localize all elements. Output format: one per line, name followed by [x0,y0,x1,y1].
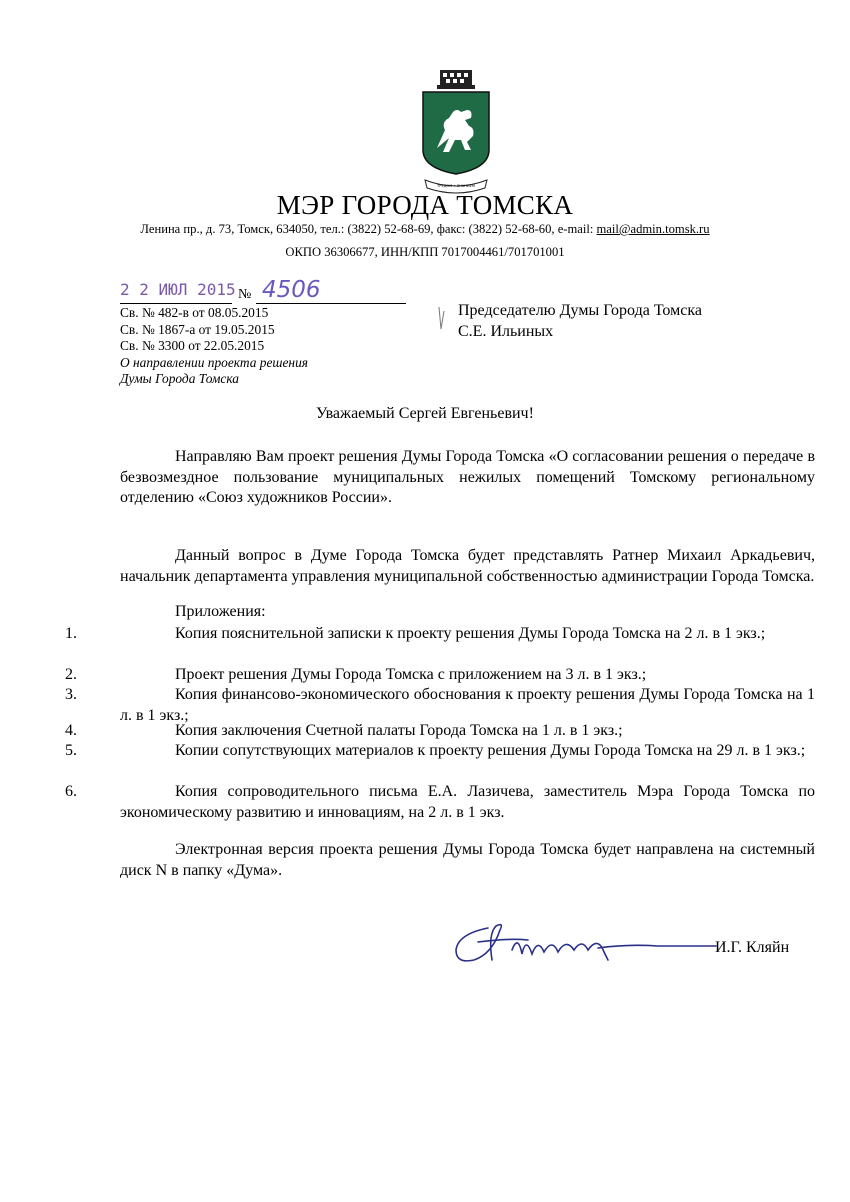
subject-line: Думы Города Томска [120,371,240,386]
recipient-line: С.Е. Ильиных [458,323,554,340]
attachment-text: Копия сопроводительного письма Е.А. Лазичева, заместитель Мэра Города Томска по экономическому развитию и инновациям, на 2 л. в 1 экз. [120,783,815,821]
reference-item: Св. № 482-в от 08.05.2015 [120,305,269,320]
emblem-motto: ТРУДОМ • ЗНАНИЕМ [437,184,475,188]
reference-item: Св. № 1867-а от 19.05.2015 [120,321,275,337]
attachment-item [65,624,815,645]
attachment-number: 2. [65,666,77,683]
check-mark-icon [438,305,446,331]
signatory-name: И.Г. Кляйн [715,939,790,956]
body-paragraph: Данный вопрос в Думе Города Томска будет представлять Ратнер Михаил Аркадьевич, начальник департамента управления муниципальной собственностью администрации Города Томска. [120,547,815,585]
attachment-number: 6. [65,783,77,800]
number-underline [256,303,406,304]
coat-of-arms-emblem [415,68,497,196]
page-title: МЭР ГОРОДА ТОМСКА [276,190,574,220]
registration-number: 4506 [262,277,321,303]
attachment-text: Проект решения Думы Города Томска с приложением на 3 л. в 1 экз.; [175,666,647,683]
attachment-number: 3. [65,686,77,703]
email-link[interactable]: mail@admin.tomsk.ru [596,222,710,236]
date-underline [120,303,232,304]
references-block [120,305,308,388]
attachment-text: Копия финансово-экономического обоснования к проекту решения Думы Города Томска на 1 л. в 1 экз.; [120,686,815,724]
okpo-line: ОКПО 36306677, ИНН/КПП 7017004461/701701001 [285,245,565,259]
attachment-item [65,685,815,726]
recipient-block [458,300,702,342]
subject-line: О направлении проекта решения [120,354,308,370]
attachment-number: 1. [65,625,77,642]
attachment-item [65,721,815,742]
attachment-item [65,665,815,686]
recipient-line: Председателю Думы Города Томска [458,302,702,319]
date-stamp: 2 2 ИЮЛ 2015 [120,280,236,299]
signature-handwriting [448,920,720,968]
address-text: Ленина пр., д. 73, Томск, 634050, тел.: (3822) 52-68-69, факс: (3822) 52-68-60, e-mail: [140,222,597,236]
address-line [0,222,850,237]
reference-item: Св. № 3300 от 22.05.2015 [120,338,265,353]
body-paragraph: Направляю Вам проект решения Думы Города Томска «О согласовании решения о передаче в безвозмездное пользование муниципальных нежилых помещений Томскому региональному отделению «Союз художников России». [120,448,815,506]
attachment-text: Копия заключения Счетной палаты Города Томска на 1 л. в 1 экз.; [175,722,623,739]
salutation: Уважаемый Сергей Евгеньевич! [316,405,534,422]
attachment-text: Копии сопутствующих материалов к проекту решения Думы Города Томска на 29 л. в 1 экз.; [175,742,806,759]
attachment-item [65,782,815,823]
attachments-heading: Приложения: [175,603,266,620]
attachment-number: 5. [65,742,77,759]
number-sign: № [238,287,252,302]
body-paragraph: Электронная версия проекта решения Думы Города Томска будет направлена на системный диск N в папку «Дума». [120,841,815,879]
attachment-text: Копия пояснительной записки к проекту решения Думы Города Томска на 2 л. в 1 экз.; [175,625,766,642]
attachment-number: 4. [65,722,77,739]
attachment-item [65,741,815,762]
